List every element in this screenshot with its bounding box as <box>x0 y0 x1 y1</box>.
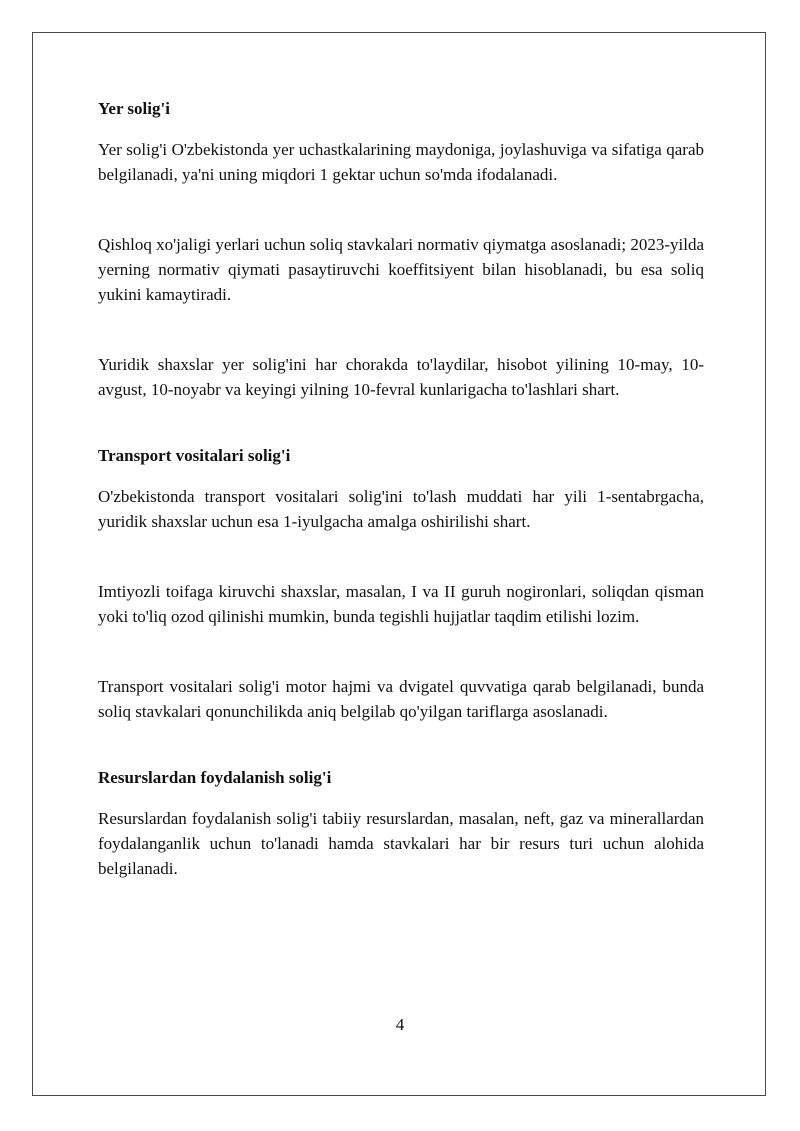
page-content <box>98 99 704 881</box>
paragraph: Resurslardan foydalanish solig'i tabiiy resurslardan, masalan, neft, gaz va minerallardan foydalanganlik uchun to'lanadi hamda stavkalari har bir resurs turi uchun alohida belgilanadi. <box>98 809 704 878</box>
paragraph: Transport vositalari solig'i motor hajmi va dvigatel quvvatiga qarab belgilanadi, bunda soliq stavkalari qonunchilikda aniq belgilab qo'yilgan tariflarga asoslanadi. <box>98 677 704 721</box>
section-transport-tax <box>98 446 704 724</box>
page-number: 4 <box>395 1015 405 1034</box>
paragraph: Imtiyozli toifaga kiruvchi shaxslar, masalan, I va II guruh nogironlari, soliqdan qisman yoki to'liq ozod qilinishi mumkin, bunda tegishli hujjatlar taqdim etilishi lozim. <box>98 582 704 626</box>
paragraph: O'zbekistonda transport vositalari solig'ini to'lash muddati har yili 1-sentabrgacha, yuridik shaxslar uchun esa 1-iyulgacha amalga oshirilishi shart. <box>98 487 704 531</box>
paragraph: Yuridik shaxslar yer solig'ini har chorakda to'laydilar, hisobot yilining 10-may, 10-avgust, 10-noyabr va keyingi yilning 10-fevral kunlarigacha to'lashlari shart. <box>98 355 704 399</box>
section-heading: Resurslardan foydalanish solig'i <box>98 768 332 787</box>
section-resource-tax <box>98 768 704 881</box>
paragraph: Yer solig'i O'zbekistonda yer uchastkalarining maydoniga, joylashuviga va sifatiga qarab belgilanadi, ya'ni uning miqdori 1 gektar uchun so'mda ifodalanadi. <box>98 140 704 184</box>
paragraph: Qishloq xo'jaligi yerlari uchun soliq stavkalari normativ qiymatga asoslanadi; 2023-yilda yerning normativ qiymati pasaytiruvchi koeffitsiyent bilan hisoblanadi, bu esa soliq yukini kamaytiradi. <box>98 235 704 304</box>
document-page <box>32 32 766 1096</box>
section-land-tax <box>98 99 704 402</box>
section-heading: Yer solig'i <box>98 99 170 118</box>
section-heading: Transport vositalari solig'i <box>98 446 291 465</box>
